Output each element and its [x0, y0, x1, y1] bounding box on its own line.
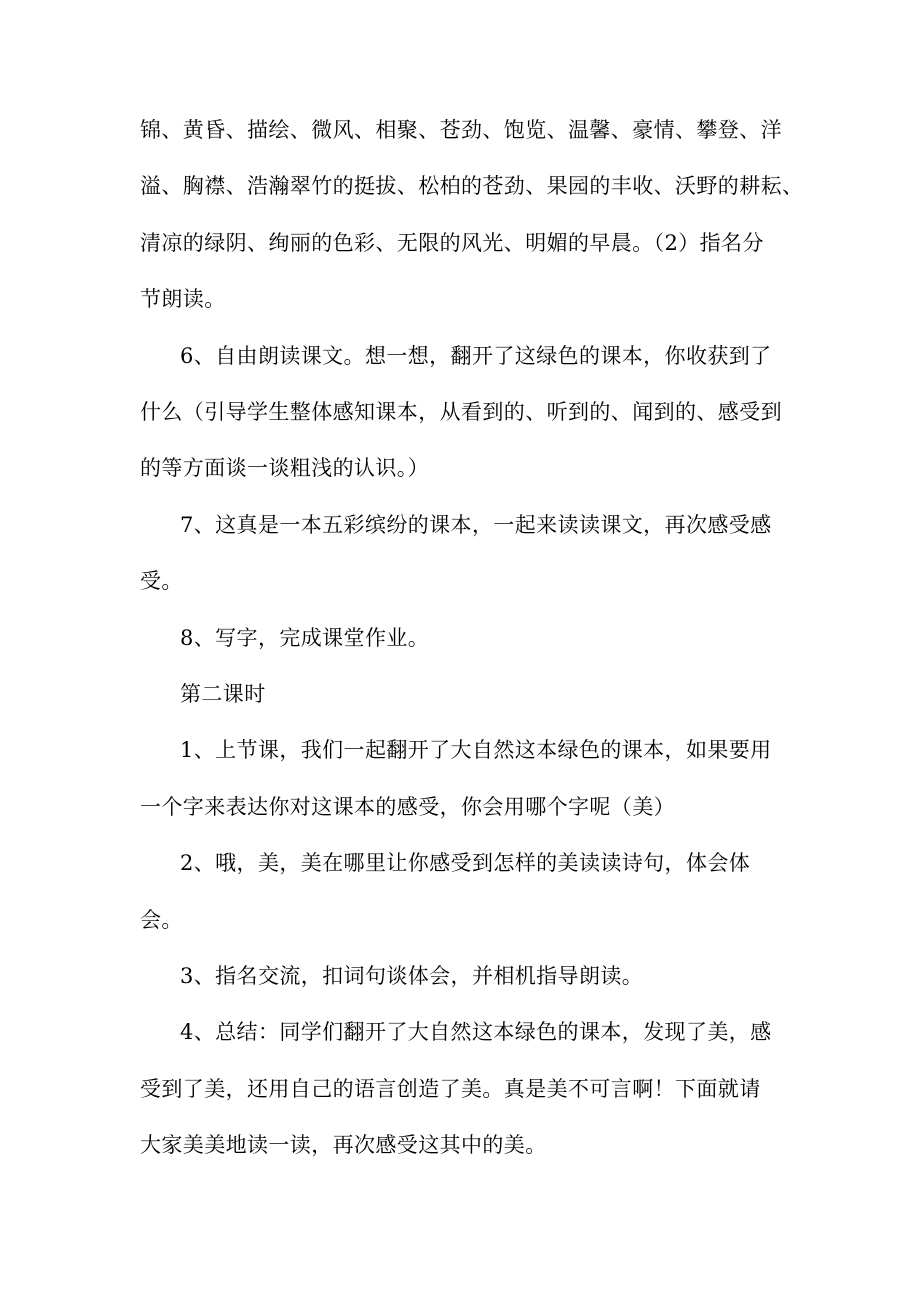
- text-line: 会。: [140, 908, 183, 932]
- text-line: 6、自由朗读课文。想一想，翻开了这绿色的课本，你收获到了: [180, 344, 772, 368]
- text-line: 的等方面谈一谈粗浅的认识。）: [140, 456, 430, 480]
- text-line: 锦、黄昏、描绘、微风、相聚、苍劲、饱览、温馨、豪情、攀登、洋: [140, 118, 782, 142]
- text-line: 大家美美地读一读，再次感受这其中的美。: [140, 1133, 547, 1157]
- text-line: 受。: [140, 569, 183, 593]
- text-line: 溢、胸襟、浩瀚翠竹的挺拔、松柏的苍劲、果园的丰收、沃野的耕耘、: [140, 174, 804, 198]
- text-line: 节朗读。: [140, 287, 226, 311]
- text-line: 一个字来表达你对这课本的感受，你会用哪个字呢（美）: [140, 795, 675, 819]
- text-line: 2、哦，美，美在哪里让你感受到怎样的美读读诗句，体会体: [180, 851, 751, 875]
- text-line: 7、这真是一本五彩缤纷的课本，一起来读读课文，再次感受感: [180, 513, 772, 537]
- text-line: 3、指名交流，扣词句谈体会，并相机指导朗读。: [180, 964, 644, 988]
- section-heading: 第二课时: [180, 682, 266, 706]
- text-line: 清凉的绿阴、绚丽的色彩、无限的风光、明媚的早晨。（2）指名分: [140, 231, 764, 255]
- text-line: 4、总结：同学们翻开了大自然这本绿色的课本，发现了美，感: [180, 1020, 772, 1044]
- text-line: 受到了美，还用自己的语言创造了美。真是美不可言啊！下面就请: [140, 1077, 761, 1101]
- text-line: 1、上节课，我们一起翻开了大自然这本绿色的课本，如果要用: [180, 738, 772, 762]
- text-line: 8、写字，完成课堂作业。: [180, 626, 430, 650]
- text-line: 什么（引导学生整体感知课本，从看到的、听到的、闻到的、感受到: [140, 400, 782, 424]
